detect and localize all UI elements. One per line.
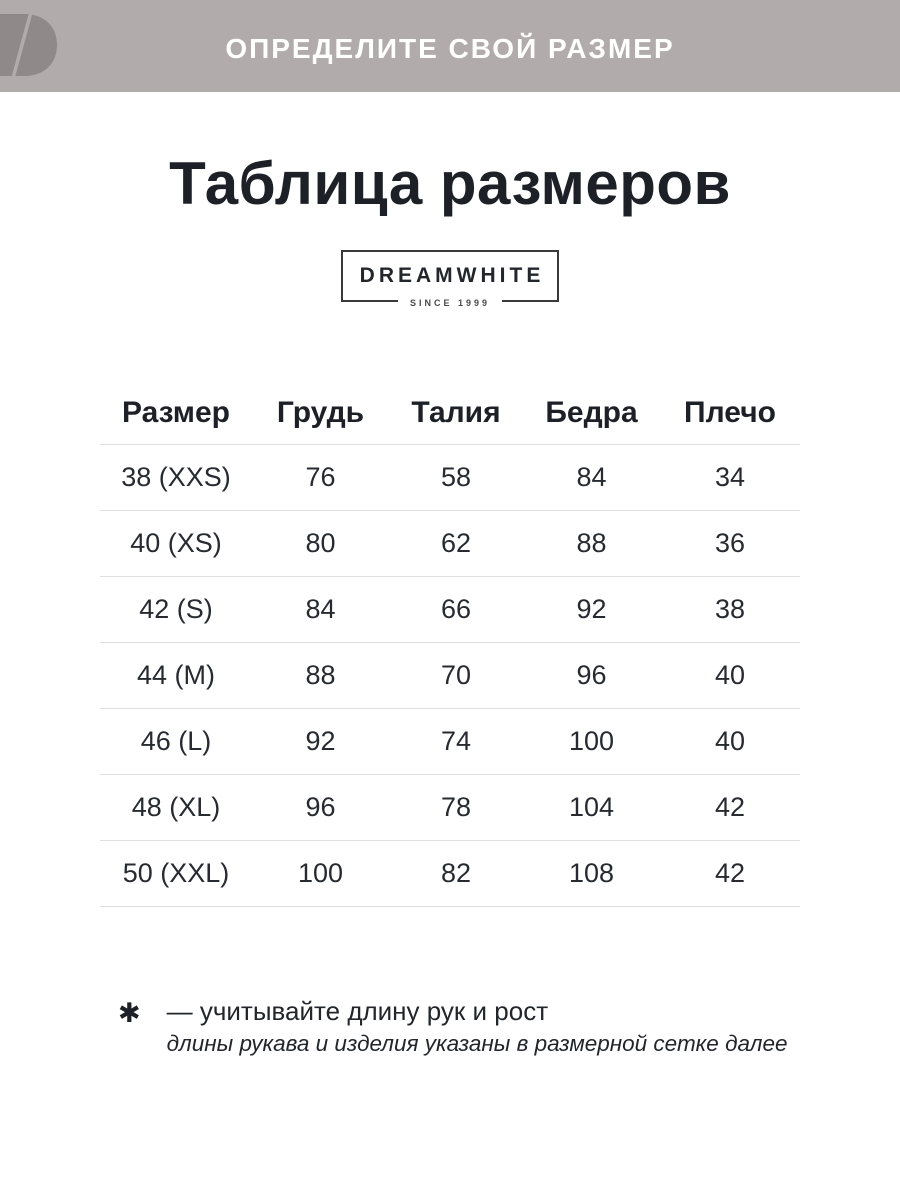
measurement-cell: 96	[252, 774, 389, 840]
table-row	[100, 840, 800, 906]
brand-d-logo-icon	[0, 14, 58, 76]
column-header-hips: Бедра	[545, 395, 638, 429]
table-row	[100, 444, 800, 510]
measurement-cell: 80	[252, 510, 389, 576]
size-label-cell: 50 (XXL)	[100, 840, 252, 906]
table-row	[100, 642, 800, 708]
header-row	[100, 382, 800, 444]
measurement-cell: 40	[660, 708, 800, 774]
size-label-cell: 48 (XL)	[100, 774, 252, 840]
size-label-cell: 46 (L)	[100, 708, 252, 774]
table-row	[100, 510, 800, 576]
measurement-cell: 78	[389, 774, 523, 840]
brand-since-label: SINCE 1999	[398, 298, 502, 308]
measurement-cell: 92	[523, 576, 660, 642]
measurement-cell: 82	[389, 840, 523, 906]
footnote	[100, 997, 900, 1058]
size-table-header	[100, 382, 800, 444]
column-header-shoulder: Плечо	[684, 395, 776, 429]
measurement-cell: 42	[660, 840, 800, 906]
brand-name: DREAMWHITE	[359, 264, 545, 287]
measurement-cell: 96	[523, 642, 660, 708]
measurement-cell: 34	[660, 444, 800, 510]
measurement-cell: 66	[389, 576, 523, 642]
measurement-cell: 36	[660, 510, 800, 576]
column-header-size: Размер	[121, 395, 231, 429]
footnote-text	[167, 997, 788, 1058]
column-header-waist: Талия	[411, 395, 501, 429]
measurement-cell: 76	[252, 444, 389, 510]
asterisk-icon: ✱	[118, 997, 141, 1028]
size-table-body	[100, 444, 800, 906]
measurement-cell: 42	[660, 774, 800, 840]
banner-title: ОПРЕДЕЛИТЕ СВОЙ РАЗМЕР	[225, 33, 675, 64]
measurement-cell: 92	[252, 708, 389, 774]
header-banner	[0, 0, 900, 92]
size-label-cell: 42 (S)	[100, 576, 252, 642]
measurement-cell: 88	[252, 642, 389, 708]
table-row	[100, 576, 800, 642]
page-title: Таблица размеров	[169, 150, 731, 217]
size-label-cell: 44 (M)	[100, 642, 252, 708]
measurement-cell: 104	[523, 774, 660, 840]
column-header-chest: Грудь	[276, 395, 365, 429]
measurement-cell: 40	[660, 642, 800, 708]
footnote-line2: длины рукава и изделия указаны в размерной сетке далее	[166, 1031, 788, 1057]
measurement-cell: 38	[660, 576, 800, 642]
table-row	[100, 708, 800, 774]
measurement-cell: 84	[523, 444, 660, 510]
size-table	[100, 382, 800, 907]
measurement-cell: 88	[523, 510, 660, 576]
size-label-cell: 40 (XS)	[100, 510, 252, 576]
measurement-cell: 100	[252, 840, 389, 906]
measurement-cell: 58	[389, 444, 523, 510]
size-label-cell: 38 (XXS)	[100, 444, 252, 510]
table-row	[100, 774, 800, 840]
measurement-cell: 108	[523, 840, 660, 906]
footnote-line1: — учитывайте длину рук и рост	[166, 995, 549, 1026]
measurement-cell: 100	[523, 708, 660, 774]
measurement-cell: 84	[252, 576, 389, 642]
measurement-cell: 74	[389, 708, 523, 774]
measurement-cell: 62	[389, 510, 523, 576]
measurement-cell: 70	[389, 642, 523, 708]
brand-logo-box	[341, 250, 559, 308]
